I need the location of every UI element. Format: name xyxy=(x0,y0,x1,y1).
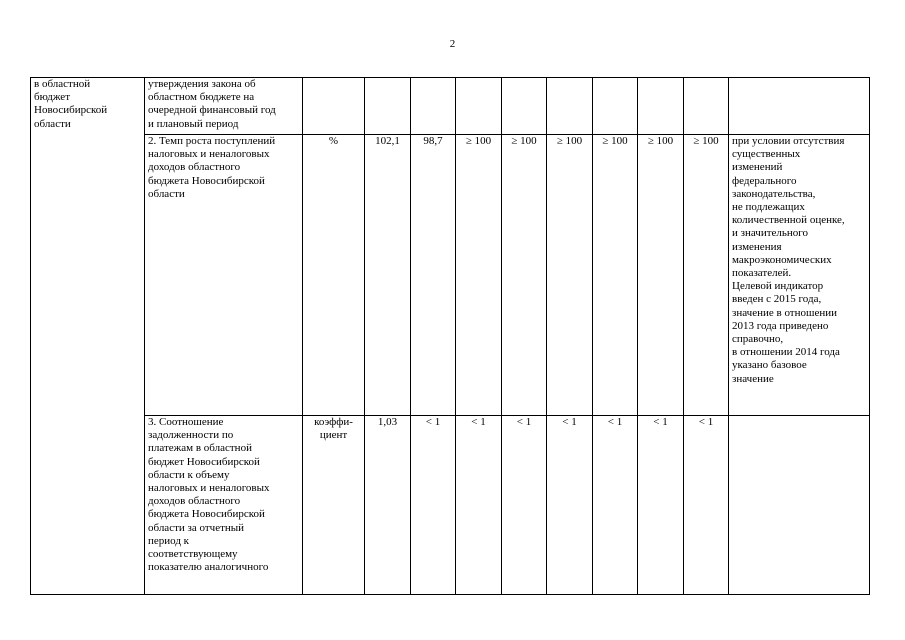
goal-cell: в областной бюджет Новосибирской области xyxy=(31,78,145,595)
indicators-table xyxy=(30,77,870,595)
indicator-cell: 2. Темп роста поступлений налоговых и неналоговых доходов областного бюджета Новосибирской области xyxy=(145,135,303,416)
indicator-cell: утверждения закона об областном бюджете на очередной финансовый год и плановый период xyxy=(145,78,303,135)
indicator-cell: 3. Соотношение задолженности по платежам в областной бюджет Новосибирской области к объему налоговых и неналоговых доходов областного бюджета Новосибирской области за отчетный период к соответствующему показателю аналогичного xyxy=(145,416,303,595)
value-cell: ≥ 100 xyxy=(456,135,502,416)
value-cell xyxy=(684,78,729,135)
table-row xyxy=(31,416,870,595)
page-number: 2 xyxy=(449,38,456,50)
value-cell xyxy=(638,78,684,135)
value-cell: 98,7 xyxy=(411,135,456,416)
unit-cell: % xyxy=(303,135,365,416)
value-cell xyxy=(593,78,638,135)
value-cell xyxy=(547,78,593,135)
note-cell xyxy=(729,416,870,595)
value-cell: < 1 xyxy=(456,416,502,595)
value-cell xyxy=(411,78,456,135)
value-cell: < 1 xyxy=(411,416,456,595)
value-cell: 102,1 xyxy=(365,135,411,416)
value-cell: 1,03 xyxy=(365,416,411,595)
note-cell: при условии отсутствия существенных изменений федерального законодательства, не подлежащих количественной оценке, и значительного изменения макроэкономических показателей. Целевой индикатор введен с 2015 года, значение в отношении 2013 года приведено справочно, в отношении 2014 года указано базовое значение xyxy=(729,135,870,416)
table-row xyxy=(31,78,870,135)
value-cell xyxy=(365,78,411,135)
value-cell: < 1 xyxy=(638,416,684,595)
value-cell: < 1 xyxy=(684,416,729,595)
value-cell: ≥ 100 xyxy=(547,135,593,416)
value-cell: < 1 xyxy=(502,416,547,595)
unit-cell xyxy=(303,78,365,135)
value-cell xyxy=(502,78,547,135)
unit-cell: коэффи- циент xyxy=(303,416,365,595)
value-cell: ≥ 100 xyxy=(593,135,638,416)
value-cell: < 1 xyxy=(593,416,638,595)
note-cell xyxy=(729,78,870,135)
value-cell: ≥ 100 xyxy=(502,135,547,416)
table-row xyxy=(31,135,870,416)
value-cell: < 1 xyxy=(547,416,593,595)
value-cell: ≥ 100 xyxy=(684,135,729,416)
value-cell xyxy=(456,78,502,135)
value-cell: ≥ 100 xyxy=(638,135,684,416)
